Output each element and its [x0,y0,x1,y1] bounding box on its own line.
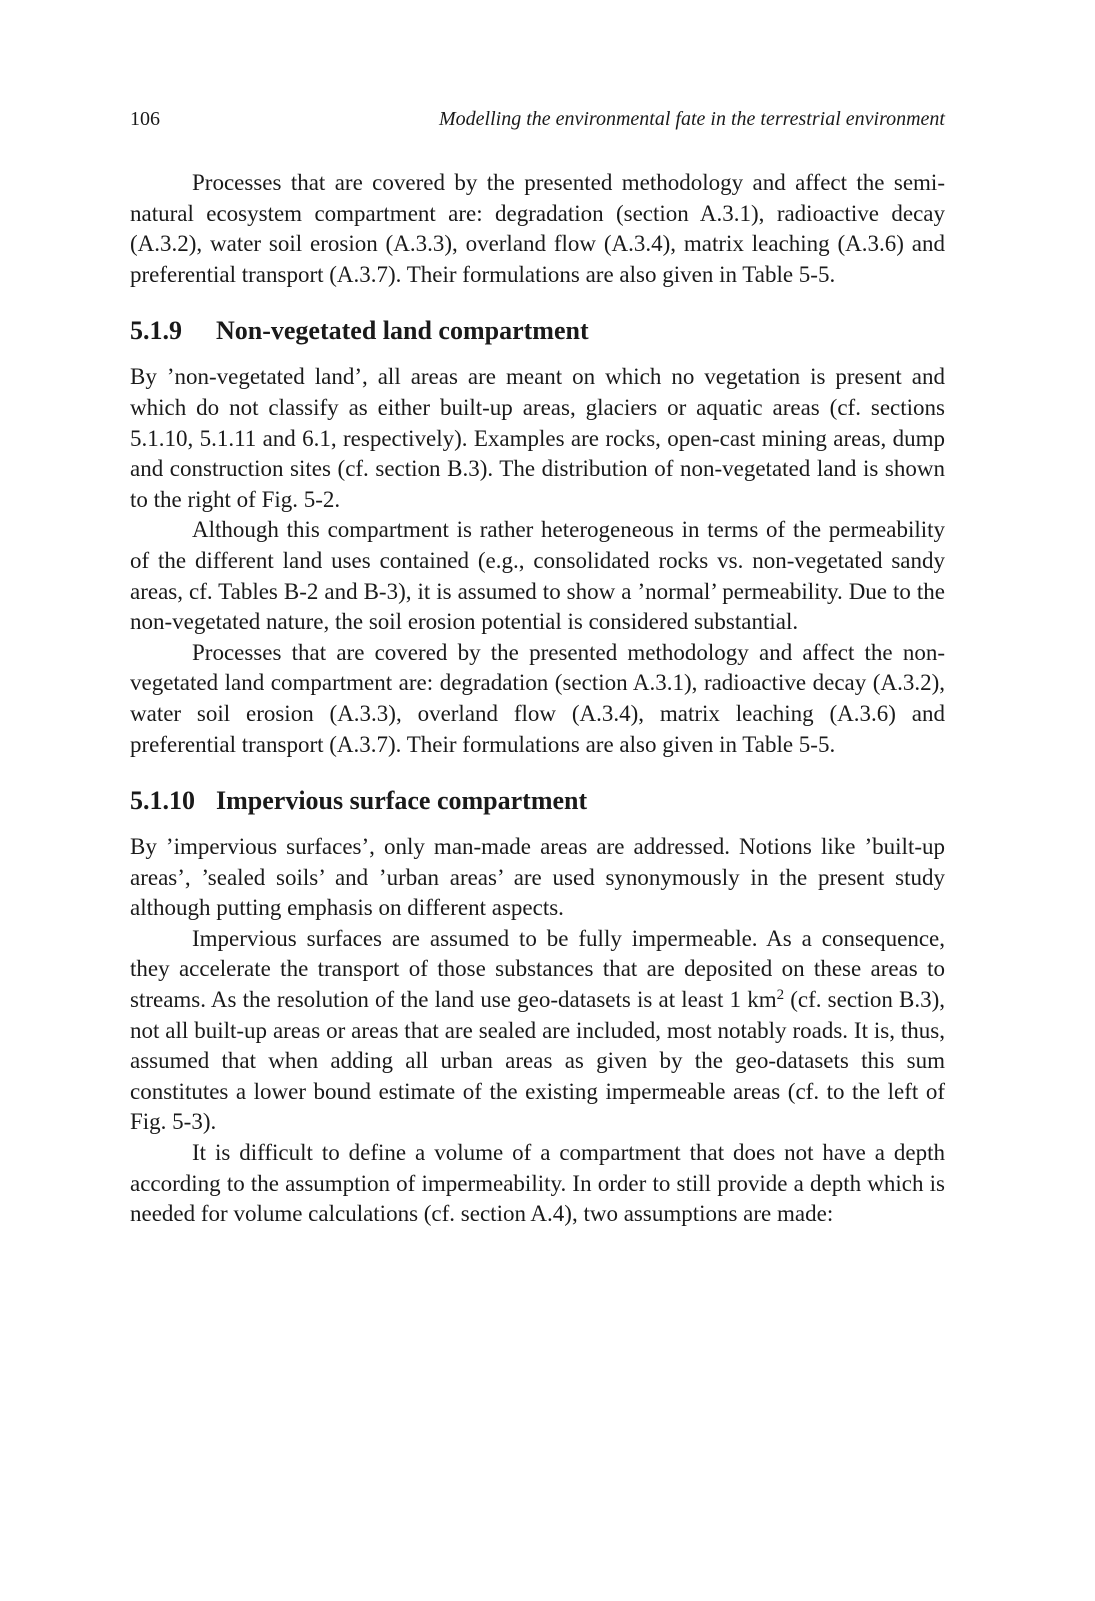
paragraph: Processes that are covered by the presented methodology and affect the non-vegetated land compartment are: degradation (section A.3.1), radioactive decay (A.3.2), water soil erosion (A.3.3), overland flow (A.3.4), matrix leaching (A.3.6) and preferential transport (A.3.7). Their formulations are also given in Table 5-5. [130,639,945,757]
paragraph: Processes that are covered by the presented methodology and affect the semi-natural ecosystem compartment are: degradation (section A.3.1), radioactive decay (A.3.2), water soil erosion (A.3.3), overland flow (A.3.4), matrix leaching (A.3.6) and preferential transport (A.3.7). Their formulations are also given in Table 5-5. [130,170,945,287]
superscript: 2 [776,987,785,1004]
running-title: Modelling the environmental fate in the terrestrial environment [438,108,945,130]
running-head [130,108,945,138]
paragraph-text: Impervious surfaces are assumed to be fully impermeable. As a consequence, they accelerate the transport of those substances that are deposited on these areas to streams. As the resolution of the land use geo-datasets is at least 1 km [130,925,945,1013]
paragraph: By ’non-vegetated land’, all areas are meant on which no vegetation is present and which do not classify as either built-up areas, glaciers or aquatic areas (cf. sections 5.1.10, 5.1.11 and 6.1, respectively). Examples are rocks, open-cast mining areas, dump and construction sites (cf. section B.3). The distribution of non-vegetated land is shown to the right of Fig. 5-2. [130,364,945,512]
page-body [130,168,945,1230]
paragraph [130,924,945,1138]
paragraph: Although this compartment is rather heterogeneous in terms of the permeability of the different land uses contained (e.g., consolidated rocks vs. non-vegetated sandy areas, cf. Tables B-2 and B-3), it is assumed to show a ’normal’ permeability. Due to the non-vegetated nature, the soil erosion potential is considered substantial. [130,517,945,635]
section-title: Non-vegetated land compartment [216,316,589,346]
section-heading-5-1-10 [130,784,945,818]
section-number: 5.1.9 [130,316,182,346]
section-number: 5.1.10 [130,786,195,816]
page-number: 106 [130,108,160,130]
paragraph-text: (cf. section B.3), not all built-up areas or areas that are sealed are included, most notably roads. It is, thus, assumed that when adding all urban areas as given by the geo-datasets this sum constitutes a lower bound estimate of the existing impermeable areas (cf. to the left of Fig. 5-3). [130,987,945,1135]
section-title: Impervious surface compartment [216,786,588,816]
paragraph: It is difficult to define a volume of a compartment that does not have a depth according to the assumption of impermeability. In order to still provide a depth which is needed for volume calculations (cf. section A.4), two assumptions are made: [130,1140,945,1227]
paragraph: By ’impervious surfaces’, only man-made areas are addressed. Notions like ’built-up areas’, ’sealed soils’ and ’urban areas’ are used synonymously in the present study although putting emphasis on different aspects. [130,834,945,921]
section-heading-5-1-9 [130,314,945,348]
